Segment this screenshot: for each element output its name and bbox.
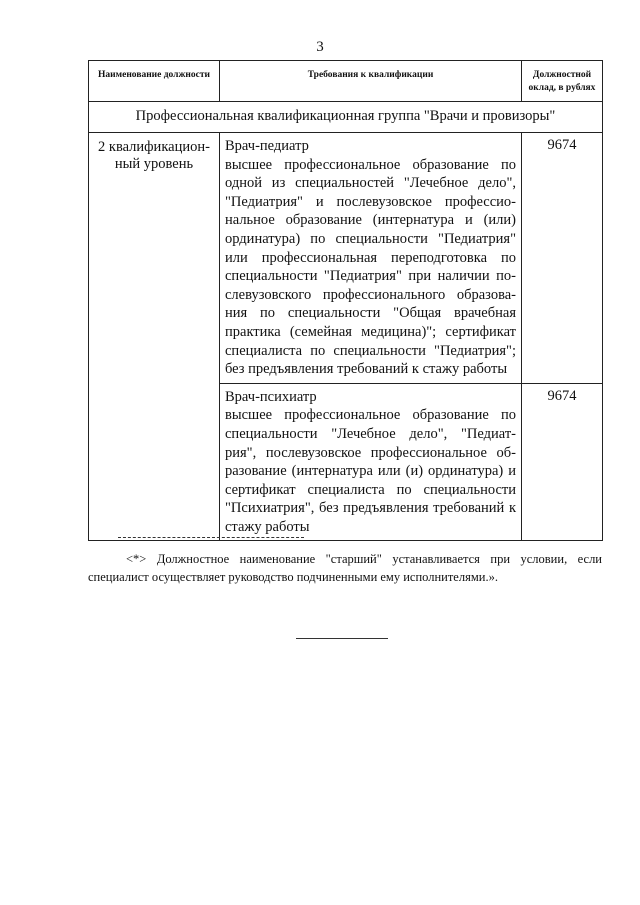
requirements-text: высшее профессиональное образование по специальности "Лечебное дело", "Педиат-рия", послевузовское профессиональное об-разование (интернатура или (и) ординатура) и сертификат специалиста по специальности "Психиатрия", без предъявления требований к стажу работы [225,407,516,535]
table-header-row [89,61,603,102]
table-row [89,133,603,384]
end-of-document-rule [296,638,388,639]
salary-value: 9674 [522,133,603,384]
footnote-separator [118,537,304,538]
header-position-name: Наименование должности [89,61,220,102]
qualification-level: 2 квалификацион-ный уровень [89,133,220,541]
group-row [89,102,603,133]
header-requirements: Требования к квалификации [220,61,522,102]
header-salary: Должностной оклад, в рублях [522,61,603,102]
qualification-table [88,60,603,541]
salary-value: 9674 [522,383,603,541]
page-number: 3 [316,39,324,55]
requirements-text: высшее профессиональное образование по одной из специальностей "Лечебное дело", "Педиатрия" и послевузовское профессио-нальное образование (интернатура и (или) ординатура) по специальности "Педиатрия" или профессиональная переподготовка по специальности "Педиатрия" при наличии по-слевузовского профессионального образова-ния по специальности "Общая врачебная практика (семейная медицина)"; сертификат специалиста по специальности "Педиатрия"; без предъявления требований к стажу работы [225,156,516,378]
group-title: Профессиональная квалификационная группа "Врачи и провизоры" [89,102,603,133]
requirements-cell [220,383,522,541]
position-title: Врач-педиатр [225,138,309,154]
footnote: <*> Должностное наименование "старший" устанавливается при условии, если специалист осуществляет руководство подчиненными ему исполнителями.». [88,552,602,584]
position-title: Врач-психиатр [225,388,317,405]
requirements-cell [220,133,522,384]
